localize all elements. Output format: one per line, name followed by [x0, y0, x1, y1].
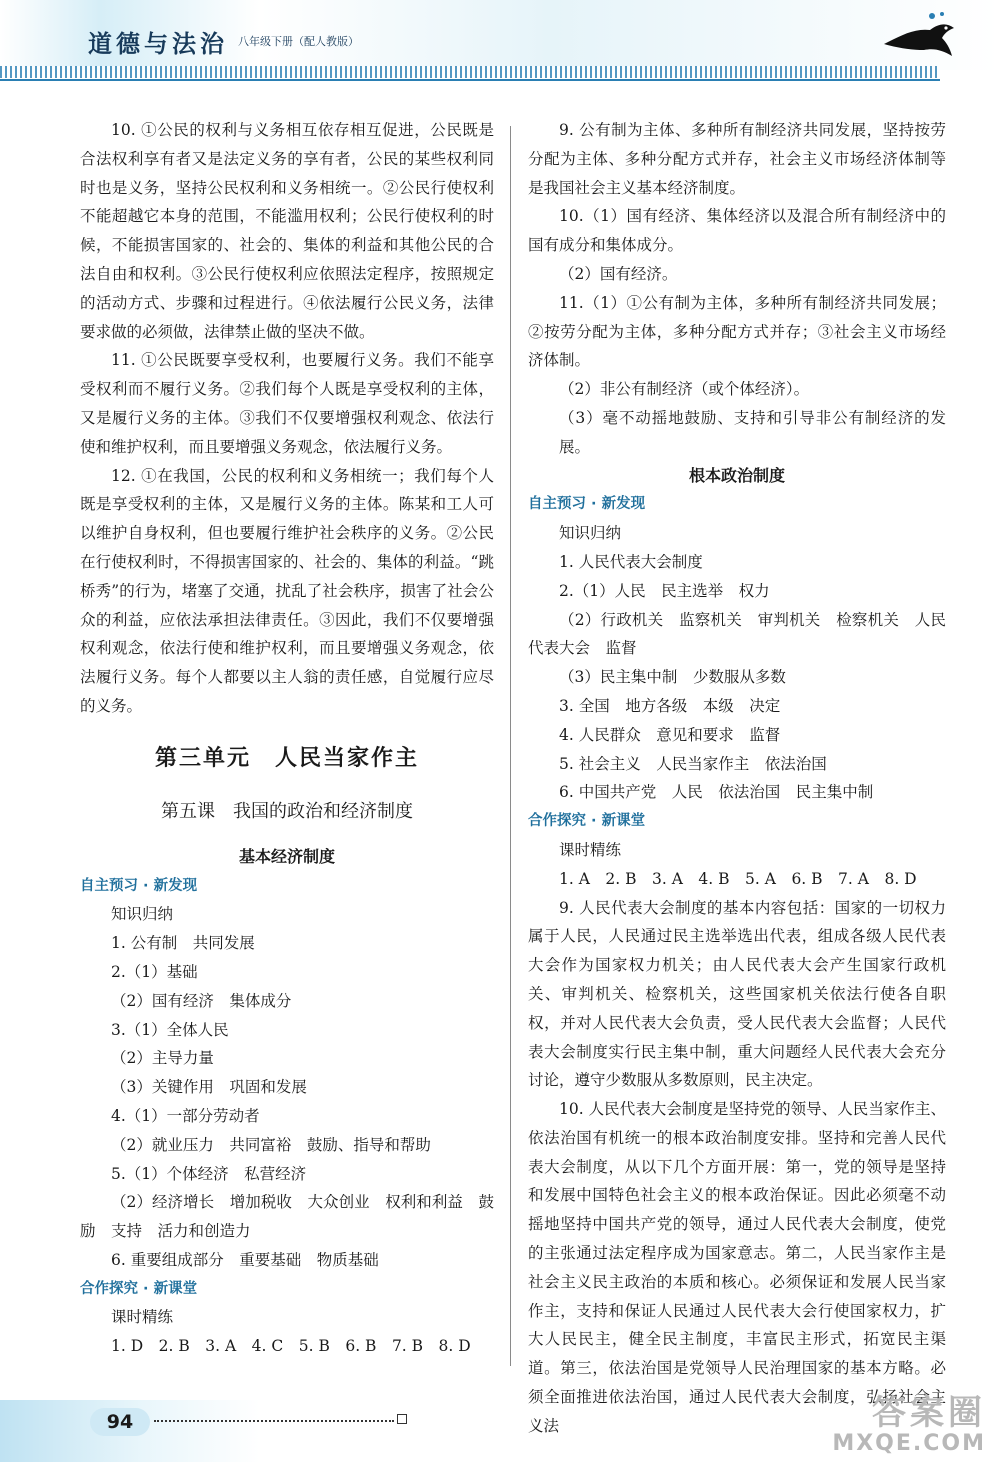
page-number: 94 — [90, 1408, 150, 1436]
list-item: （3）关键作用 巩固和发展 — [111, 1078, 307, 1097]
answer-key: 1. D 2. B 3. A 4. C 5. B 6. B 7. B 8. D — [111, 1337, 471, 1356]
list-item: （2）经济增长 增加税收 大众创业 权利和利益 鼓励 支持 活力和创造力 — [80, 1193, 494, 1241]
list-item: （2）行政机关 监察机关 审判机关 检察机关 人民代表大会 监督 — [528, 610, 946, 658]
subsection-label: 课时精练 — [559, 840, 622, 859]
header-stripes — [0, 66, 940, 78]
section-heading: 合作探究 · 新课堂 — [528, 813, 646, 830]
header-rule — [0, 79, 940, 81]
answer-12: 12. ①在我国，公民的权利和义务相统一；我们每个人既是享受权利的主体，又是履行义务的主体。陈某和工人可以维护自身权利，但也要履行维护社会秩序的义务。②公民在行使权利时，不得损害国家的、社会的、集体的利益。“跳桥秀”的行为，堵塞了交通，扰乱了社会秩序，损害了社会公众的利益，应依法承担法律责任。③因此，我们不仅要增强权利观念，依法行使和维护权利，而且要增强义务观念，依法履行义务。每个人都要以主人翁的责任感，自觉履行应尽的义务。 — [80, 466, 494, 715]
answer-key: 1. A 2. B 3. A 4. B 5. A 6. B 7. A 8. D — [559, 869, 917, 888]
watermark-url: MXQE.COM — [832, 1431, 986, 1456]
section-heading: 自主预习 · 新发现 — [80, 877, 198, 894]
watermark-title: 答案圈 — [872, 1393, 986, 1433]
subsection-label: 知识归纳 — [559, 524, 622, 543]
list-item: （2）就业压力 共同富裕 鼓励、指导和帮助 — [111, 1135, 431, 1154]
list-item: 2.（1）基础 — [111, 962, 198, 981]
section-heading: 合作探究 · 新课堂 — [80, 1280, 198, 1297]
bird-logo-icon — [880, 6, 960, 66]
answer-11: 11.（1）①公有制为主体，多种所有制经济共同发展；②按劳分配为主体，多种分配方式并存；③社会主义市场经济体制。 — [528, 293, 946, 370]
answer-10: 10. 人民代表大会制度是坚持党的领导、人民当家作主、依法治国有机统一的根本政治制度安排。坚持和完善人民代表大会制度，从以下几个方面开展：第一，党的领导是坚持和发展中国特色社会主义的根本政治保证。因此必须毫不动摇地坚持中国共产党的领导，通过人民代表大会制度，使党的主张通过法定程序成为国家意志。第二，人民当家作主是社会主义民主政治的本质和核心。必须保证和发展人民当家作主，支持和保证人民通过人民代表大会行使国家权力，扩大人民民主，健全民主制度，丰富民主形式，拓宽民主渠道。第三，依法治国是党领导人民治理国家的基本方略。必须全面推进依法治国，通过人民代表大会制度，弘扬社会主义法 — [528, 1100, 946, 1435]
list-item: 2.（1）人民 民主选举 权力 — [559, 581, 770, 600]
book-subtitle: 八年级下册（配人教版） — [238, 35, 359, 48]
list-item: 5.（1）个体经济 私营经济 — [111, 1164, 307, 1183]
list-item: 4.（1）一部分劳动者 — [111, 1106, 260, 1125]
lesson-title: 第五课 我国的政治和经济制度 — [161, 800, 413, 822]
watermark — [832, 1394, 986, 1456]
dotted-leader — [154, 1420, 394, 1422]
list-item: 5. 社会主义 人民当家作主 依法治国 — [559, 754, 827, 773]
answer-10: 10. ①公民的权利与义务相互依存相互促进，公民既是合法权利享有者又是法定义务的享有者，公民的某些权利同时也是义务，坚持公民权利和义务相统一。②公民行使权利不能超越它本身的范围，不能滥用权利；公民行使权利的时候，不能损害国家的、社会的、集体的利益和其他公民的合法自由和权利。③公民行使权利应依照法定程序，按照规定的活动方式、步骤和过程进行。④依法履行公民义务，法律要求做的必须做，法律禁止做的坚决不做。 — [80, 121, 494, 341]
page-header — [0, 0, 1000, 80]
answer-11-part: （3）毫不动摇地鼓励、支持和引导非公有制经济的发展。 — [559, 408, 946, 456]
list-item: 6. 中国共产党 人民 依法治国 民主集中制 — [559, 783, 874, 802]
column-divider — [510, 126, 511, 1366]
left-column — [80, 116, 494, 1361]
unit-title: 第三单元 人民当家作主 — [154, 745, 419, 771]
right-column — [528, 116, 946, 1441]
list-item: 3.（1）全体人民 — [111, 1020, 229, 1039]
list-item: （2）主导力量 — [111, 1049, 214, 1068]
book-title: 道德与法治 — [88, 30, 228, 58]
answer-10-part: （2）国有经济。 — [559, 264, 678, 283]
list-item: 1. 公有制 共同发展 — [111, 934, 255, 953]
end-square-icon — [397, 1414, 407, 1424]
list-item: （3）民主集中制 少数服从多数 — [559, 668, 786, 687]
answer-9: 9. 公有制为主体、多种所有制经济共同发展，坚持按劳分配为主体、多种分配方式并存，社会主义市场经济体制等是我国社会主义基本经济制度。 — [528, 121, 946, 197]
topic-heading: 根本政治制度 — [688, 465, 785, 485]
answer-11: 11. ①公民既要享受权利，也要履行义务。我们不能享受权利而不履行义务。②我们每个人既是享受权利的主体，又是履行义务的主体。③我们不仅要增强权利观念、依法行使和维护权利，而且要增强义务观念，依法履行义务。 — [80, 351, 494, 456]
list-item: 6. 重要组成部分 重要基础 物质基础 — [111, 1250, 379, 1269]
list-item: 1. 人民代表大会制度 — [559, 552, 703, 571]
list-item: 3. 全国 地方各级 本级 决定 — [559, 696, 781, 715]
answer-10: 10.（1）国有经济、集体经济以及混合所有制经济中的国有成分和集体成分。 — [528, 207, 946, 255]
answer-9: 9. 人民代表大会制度的基本内容包括：国家的一切权力属于人民，人民通过民主选举选出代表，组成各级人民代表大会作为国家权力机关；由人民代表大会产生国家行政机关、审判机关、检察机关，这些国家机关依法行使各自职权，并对人民代表大会负责，受人民代表大会监督；人民代表大会制度实行民主集中制，重大问题经人民代表大会充分讨论，遵守少数服从多数原则，民主决定。 — [528, 898, 946, 1090]
section-heading: 自主预习 · 新发现 — [528, 496, 646, 513]
subsection-label: 知识归纳 — [111, 905, 174, 924]
topic-heading: 基本经济制度 — [238, 846, 335, 866]
page-footer — [0, 1393, 1000, 1462]
list-item: 4. 人民群众 意见和要求 监督 — [559, 725, 781, 744]
subsection-label: 课时精练 — [111, 1308, 174, 1327]
list-item: （2）国有经济 集体成分 — [111, 991, 292, 1010]
answer-11-part: （2）非公有制经济（或个体经济）。 — [559, 380, 810, 399]
